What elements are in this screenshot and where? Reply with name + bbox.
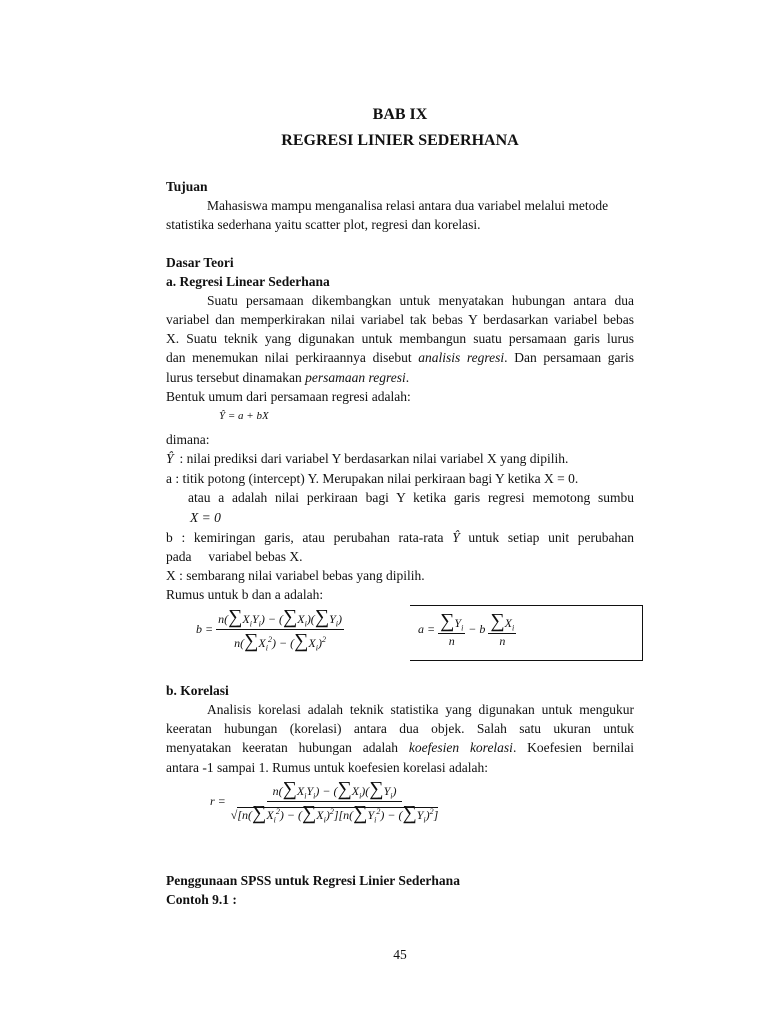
definition-a-line-3: X = 0 [190, 510, 221, 525]
paragraph-line: menyatakan keeratan hubungan adalah koefesien korelasi. Koefesien bernilai [166, 740, 634, 755]
formula-a: a = $\frac{\sum Y_i}{n}$ − b $\frac{\sum X_i}{n}$ [418, 610, 515, 648]
subsection-a-heading: a. Regresi Linear Sederhana [166, 274, 330, 289]
regression-equation: Ŷ = a + bX [219, 410, 269, 422]
formula-intro: Rumus untuk b dan a adalah: [166, 587, 324, 602]
definition-a-line-2: atau a adalah nilai perkiraan bagi Y ketika garis regresi memotong sumbu [188, 490, 634, 505]
tujuan-line-1: Mahasiswa mampu menganalisa relasi antara dua variabel melalui metode [207, 198, 609, 213]
definition-a: a : titik potong (intercept) Y. Merupakan nilai perkiraan bagi Y ketika X = 0. [166, 471, 579, 486]
dasar-teori-heading: Dasar Teori [166, 255, 234, 270]
paragraph-line: variabel dan memperkirakan nilai variabel tak bebas Y berdasarkan variabel bebas [166, 312, 634, 327]
dimana-label: dimana: [166, 432, 210, 447]
definition-b: b : kemiringan garis, atau perubahan rata-rata Ŷ untuk setiap unit perubahan [166, 530, 634, 545]
formula-b: b = $\frac{n(\sum X_iY_i) - (\sum X_i)(\sum Y_i)}{n(\sum X_i^2) - (\sum X_i)^2}$ [196, 606, 342, 653]
paragraph-line: antara -1 sampai 1. Rumus untuk koefesien korelasi adalah: [166, 760, 489, 775]
korelasi-heading: b. Korelasi [166, 683, 229, 698]
definition-y-hat: Ŷ : nilai prediksi dari variabel Y berdasarkan nilai variabel X yang dipilih. [166, 451, 569, 466]
example-heading: Contoh 9.1 : [166, 892, 237, 907]
tujuan-heading: Tujuan [166, 179, 208, 194]
definition-x: X : sembarang nilai variabel bebas yang dipilih. [166, 568, 425, 583]
spss-heading: Penggunaan SPSS untuk Regresi Linier Sederhana [166, 873, 460, 888]
definition-b-line-2: pada variabel bebas X. [166, 549, 303, 564]
page-number: 45 [393, 947, 407, 962]
formula-r: r = $\frac{n(\sum X_iY_i) - (\sum X_i)(\sum Y_i)}{√[n(\sum X_i^2) - (\sum X_i)^2][n(\sum Y_i^2) - (\sum Y_i)^2]}$ [210, 778, 439, 825]
chapter-number: BAB IX [372, 106, 428, 123]
paragraph-line: lurus tersebut dinamakan persamaan regresi. [166, 370, 410, 385]
paragraph-line: Analisis korelasi adalah teknik statistika yang digunakan untuk mengukur [207, 702, 634, 717]
paragraph-line: Bentuk umum dari persamaan regresi adalah: [166, 389, 411, 404]
paragraph-line: keeratan hubungan (korelasi) antara dua objek. Salah satu ukuran untuk [166, 721, 634, 736]
tujuan-line-2: statistika sederhana yaitu scatter plot, regresi dan korelasi. [166, 217, 481, 232]
paragraph-line: dan menemukan nilai perkiraannya disebut analisis regresi. Dan persamaan garis [166, 350, 634, 365]
paragraph-line: X. Suatu teknik yang digunakan untuk membangun suatu persamaan garis lurus [166, 331, 634, 346]
chapter-title: REGRESI LINIER SEDERHANA [281, 132, 519, 149]
paragraph-line: Suatu persamaan dikembangkan untuk menyatakan hubungan antara dua [207, 293, 634, 308]
